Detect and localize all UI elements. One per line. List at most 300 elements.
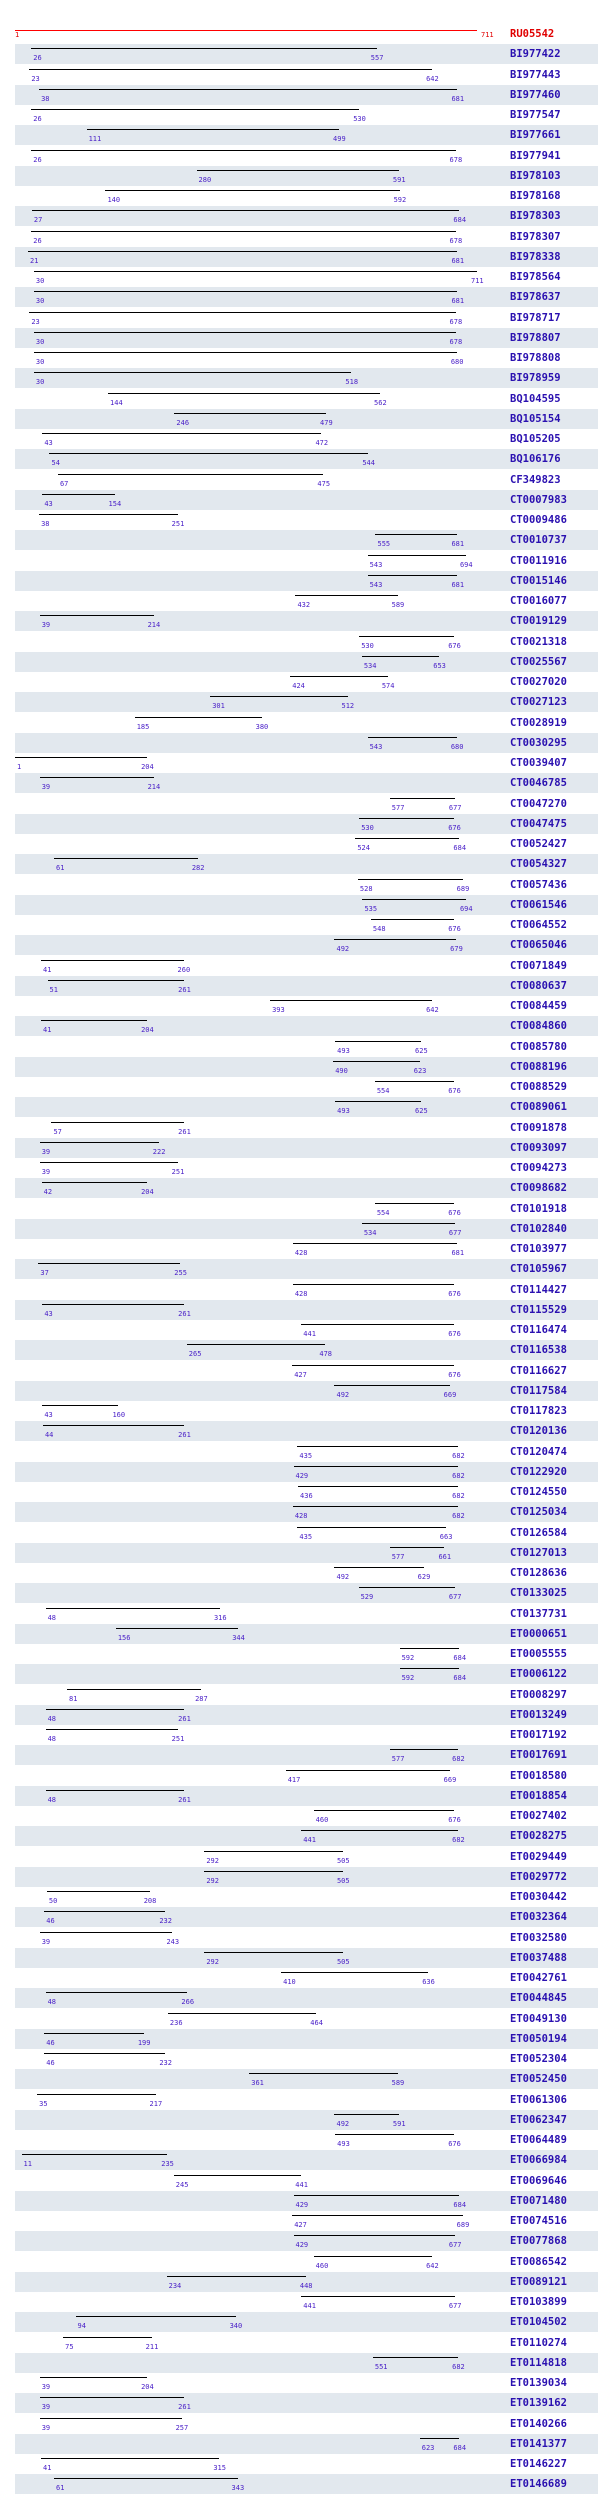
alignment-start: 185 <box>136 722 150 731</box>
reference-start: 1 <box>15 31 20 39</box>
alignment-segment <box>371 919 454 920</box>
alignment-start: 530 <box>361 823 374 832</box>
alignment-row <box>15 2454 598 2474</box>
alignment-row <box>15 2009 598 2029</box>
alignment-id[interactable]: CT0061546 <box>510 898 567 911</box>
alignment-end: 499 <box>333 135 346 144</box>
alignment-segment <box>31 231 455 232</box>
alignment-segment <box>290 676 388 677</box>
alignment-id[interactable]: CT0039407 <box>510 757 567 769</box>
alignment-id[interactable]: CT0120474 <box>510 1445 567 1458</box>
alignment-start: 432 <box>297 601 311 609</box>
alignment-row <box>15 753 598 773</box>
alignment-start: 460 <box>315 2261 329 2270</box>
alignment-start: 429 <box>295 2241 309 2250</box>
alignment-row <box>15 2049 598 2069</box>
alignment-start: 26 <box>33 155 42 164</box>
alignment-end: 261 <box>178 1714 191 1723</box>
alignment-end: 505 <box>336 1876 350 1885</box>
alignment-end: 211 <box>145 2342 159 2351</box>
alignment-id[interactable]: ET0018580 <box>510 1769 567 1782</box>
alignment-id[interactable]: BI977547 <box>510 109 561 121</box>
alignment-row <box>15 1523 598 1543</box>
alignment-id[interactable]: ET0069646 <box>510 2174 567 2187</box>
alignment-segment <box>41 2458 219 2459</box>
alignment-end: 676 <box>448 1289 461 1298</box>
alignment-id[interactable]: BI978564 <box>510 271 561 283</box>
alignment-start: 38 <box>41 520 50 528</box>
alignment-id[interactable]: CT0007983 <box>510 493 567 506</box>
alignment-segment <box>40 2397 184 2398</box>
alignment-id[interactable]: ET0017691 <box>510 1749 567 1762</box>
alignment-id[interactable]: CT0127013 <box>510 1546 567 1559</box>
alignment-id[interactable]: ET0104502 <box>510 2316 567 2329</box>
alignment-start: 441 <box>303 2302 316 2310</box>
alignment-id[interactable]: ET0139162 <box>510 2397 567 2410</box>
alignment-id[interactable]: CT0052427 <box>510 838 567 850</box>
alignment-id[interactable]: CF349823 <box>510 473 561 486</box>
alignment-row <box>15 2272 598 2292</box>
alignment-id[interactable]: ET0114818 <box>510 2356 567 2369</box>
alignment-end: 677 <box>448 1593 462 1602</box>
alignment-id[interactable]: ET0146689 <box>510 2478 567 2491</box>
alignment-segment <box>49 453 368 454</box>
alignment-id[interactable]: BI978307 <box>510 230 561 243</box>
alignment-id[interactable]: ET0103899 <box>510 2296 567 2308</box>
alignment-end: 684 <box>453 844 467 852</box>
alignment-id[interactable]: ET0064489 <box>510 2134 567 2146</box>
alignment-row <box>15 1340 598 1360</box>
alignment-id[interactable]: ET0017192 <box>510 1729 567 1741</box>
alignment-id[interactable]: CT0088196 <box>510 1060 567 1073</box>
alignment-segment <box>116 1628 238 1629</box>
alignment-row <box>15 1826 598 1846</box>
alignment-id[interactable]: ET0008297 <box>510 1688 567 1701</box>
alignment-segment <box>210 696 347 697</box>
alignment-row <box>15 1482 598 1502</box>
alignment-start: 528 <box>359 884 373 893</box>
alignment-row <box>15 1502 598 1522</box>
alignment-id[interactable]: BI977443 <box>510 68 561 81</box>
alignment-segment <box>40 1162 178 1163</box>
alignment-segment <box>187 1344 326 1345</box>
alignment-end: 629 <box>417 1573 431 1581</box>
alignment-end: 642 <box>426 1006 439 1014</box>
alignment-id[interactable]: BI978959 <box>510 372 561 385</box>
alignment-end: 251 <box>171 1168 185 1176</box>
alignment-id[interactable]: ET0061306 <box>510 2093 567 2106</box>
alignment-id[interactable]: ET0029449 <box>510 1850 567 1863</box>
alignment-id[interactable]: CT0124550 <box>510 1486 567 1498</box>
alignment-id[interactable]: ET0028275 <box>510 1830 567 1843</box>
alignment-row <box>15 1604 598 1624</box>
alignment-segment <box>359 1587 455 1588</box>
alignment-start: 280 <box>198 175 212 184</box>
alignment-id[interactable]: BI977661 <box>510 129 561 142</box>
alignment-id[interactable]: CT0019129 <box>510 615 567 628</box>
alignment-start: 265 <box>188 1350 202 1359</box>
alignment-row <box>15 530 598 550</box>
alignment-segment <box>292 1365 454 1366</box>
alignment-id[interactable]: BQ105205 <box>510 433 561 445</box>
alignment-row <box>15 1361 598 1381</box>
alignment-id[interactable]: BI978807 <box>510 331 561 344</box>
alignment-start: 46 <box>46 2038 55 2047</box>
alignment-end: 217 <box>149 2099 163 2108</box>
alignment-segment <box>281 1972 428 1973</box>
alignment-id[interactable]: BI977422 <box>510 48 561 61</box>
alignment-segment <box>44 1911 165 1912</box>
alignment-id[interactable]: ET0049130 <box>510 2012 567 2025</box>
alignment-start: 577 <box>391 803 405 812</box>
alignment-end: 204 <box>141 763 154 771</box>
alignment-end: 682 <box>452 1471 465 1480</box>
alignment-id[interactable]: CT0016077 <box>510 595 567 607</box>
alignment-segment <box>46 1790 185 1791</box>
alignment-id[interactable]: CT0047475 <box>510 817 567 830</box>
alignment-segment <box>63 2337 151 2338</box>
alignment-id[interactable]: CT0114427 <box>510 1283 567 1296</box>
alignment-id[interactable]: ET0042761 <box>510 1972 567 1984</box>
alignment-id[interactable]: CT0091878 <box>510 1121 567 1134</box>
alignment-id[interactable]: ET0139034 <box>510 2377 567 2389</box>
alignment-end: 257 <box>175 2423 189 2432</box>
alignment-id[interactable]: ET0146227 <box>510 2458 567 2470</box>
alignment-id[interactable]: ET0032364 <box>510 1911 567 1924</box>
alignment-id[interactable]: CT0116538 <box>510 1344 567 1357</box>
alignment-id[interactable]: CT0015146 <box>510 574 567 587</box>
alignment-id[interactable]: CT0125034 <box>510 1506 567 1519</box>
alignment-end: 232 <box>159 2059 172 2067</box>
alignment-id[interactable]: ET0030442 <box>510 1891 567 1903</box>
alignment-id[interactable]: CT0133025 <box>510 1587 567 1600</box>
alignment-end: 682 <box>452 1755 465 1764</box>
alignment-id[interactable]: CT0047270 <box>510 797 567 810</box>
alignment-id[interactable]: BI978637 <box>510 291 561 304</box>
alignment-id[interactable]: BI978103 <box>510 169 561 182</box>
alignment-id[interactable]: CT0126584 <box>510 1526 567 1539</box>
alignment-segment <box>375 1081 454 1082</box>
alignment-start: 75 <box>65 2342 74 2351</box>
alignment-row <box>15 328 598 348</box>
alignment-id[interactable]: ET0032580 <box>510 1931 567 1944</box>
alignment-segment <box>174 413 326 414</box>
alignment-end: 251 <box>171 520 185 528</box>
alignment-id[interactable]: CT0137731 <box>510 1607 567 1620</box>
alignment-segment <box>355 838 459 839</box>
alignment-start: 492 <box>336 945 350 954</box>
alignment-segment <box>42 1182 147 1183</box>
alignment-segment <box>390 1749 458 1750</box>
alignment-row <box>15 1118 598 1138</box>
alignment-segment <box>400 1668 460 1669</box>
alignment-id[interactable]: CT0071849 <box>510 959 567 972</box>
alignment-id[interactable]: BQ104595 <box>510 392 561 405</box>
alignment-end: 681 <box>451 540 465 549</box>
alignment-id[interactable]: CT0117584 <box>510 1384 567 1397</box>
alignment-start: 30 <box>35 378 45 387</box>
alignment-end: 653 <box>433 661 446 670</box>
alignment-start: 429 <box>295 2200 309 2209</box>
reference-row <box>15 24 598 44</box>
alignment-segment <box>38 1263 180 1264</box>
alignment-row <box>15 1766 598 1786</box>
alignment-end: 642 <box>426 2261 439 2270</box>
alignment-id[interactable]: CT0027020 <box>510 676 567 688</box>
alignment-row <box>15 247 598 267</box>
alignment-id[interactable]: CT0046785 <box>510 777 567 790</box>
alignment-end: 266 <box>181 1998 195 2007</box>
alignment-row <box>15 2090 598 2110</box>
alignment-id[interactable]: CT0115529 <box>510 1303 567 1316</box>
alignment-row <box>15 854 598 874</box>
alignment-end: 684 <box>453 1674 467 1683</box>
alignment-row <box>15 935 598 955</box>
alignment-id[interactable]: BI978168 <box>510 190 561 202</box>
alignment-id[interactable]: CT0088529 <box>510 1081 567 1093</box>
alignment-row <box>15 429 598 449</box>
alignment-segment <box>40 777 154 778</box>
alignment-end: 199 <box>137 2038 151 2047</box>
alignment-id[interactable]: CT0009486 <box>510 514 567 526</box>
alignment-start: 428 <box>294 1249 308 1257</box>
alignment-end: 682 <box>452 1836 465 1845</box>
alignment-start: 524 <box>357 844 370 852</box>
alignment-id[interactable]: BQ106176 <box>510 453 561 466</box>
alignment-start: 410 <box>283 1978 296 1986</box>
alignment-id[interactable]: ET0029772 <box>510 1870 567 1883</box>
alignment-id[interactable]: ET0077868 <box>510 2235 567 2248</box>
alignment-row <box>15 510 598 530</box>
alignment-id[interactable]: CT0122920 <box>510 1465 567 1478</box>
alignment-row <box>15 1928 598 1948</box>
alignment-id[interactable]: ET0086542 <box>510 2255 567 2268</box>
alignment-end: 682 <box>452 1451 465 1460</box>
alignment-id[interactable]: CT0054327 <box>510 858 567 871</box>
alignment-id[interactable]: CT0080637 <box>510 979 567 992</box>
alignment-segment <box>368 555 466 556</box>
alignment-start: 492 <box>336 1573 350 1581</box>
alignment-id[interactable]: ET0044845 <box>510 1992 567 2005</box>
alignment-end: 677 <box>448 2302 462 2310</box>
alignment-start: 236 <box>169 2018 183 2027</box>
alignment-segment <box>48 980 185 981</box>
alignment-id[interactable]: CT0105967 <box>510 1263 567 1276</box>
alignment-segment <box>375 1203 454 1204</box>
alignment-end: 642 <box>426 74 439 83</box>
alignment-end: 261 <box>178 1795 191 1804</box>
alignment-start: 61 <box>56 864 65 873</box>
alignment-start: 234 <box>168 2281 182 2290</box>
alignment-id[interactable]: CT0065046 <box>510 939 567 952</box>
alignment-end: 472 <box>315 439 329 447</box>
alignment-end: 544 <box>362 459 375 468</box>
alignment-id[interactable]: CT0098682 <box>510 1182 567 1195</box>
alignment-end: 676 <box>448 2140 461 2148</box>
alignment-row <box>15 2069 598 2089</box>
alignment-id[interactable]: ET0005555 <box>510 1648 567 1660</box>
alignment-id[interactable]: ET0141377 <box>510 2437 567 2450</box>
alignment-id[interactable]: CT0103977 <box>510 1243 567 1255</box>
alignment-segment <box>359 636 454 637</box>
alignment-row <box>15 1401 598 1421</box>
alignment-segment <box>293 1284 454 1285</box>
alignment-id[interactable]: CT0010737 <box>510 534 567 547</box>
alignment-end: 684 <box>453 2200 467 2209</box>
alignment-segment <box>42 433 321 434</box>
alignment-segment <box>76 2316 236 2317</box>
alignment-segment <box>108 393 380 394</box>
alignment-segment <box>400 1648 460 1649</box>
alignment-segment <box>41 1020 147 1021</box>
alignment-id[interactable]: CT0064552 <box>510 919 567 931</box>
alignment-end: 261 <box>178 2403 191 2412</box>
alignment-end: 464 <box>310 2018 323 2027</box>
alignment-start: 427 <box>294 1370 307 1379</box>
alignment-id[interactable]: ET0066984 <box>510 2154 567 2167</box>
alignment-id[interactable]: ET0071480 <box>510 2194 567 2207</box>
alignment-id[interactable]: CT0116627 <box>510 1364 567 1377</box>
alignment-id[interactable]: CT0089061 <box>510 1101 567 1114</box>
alignment-id[interactable]: ET0037488 <box>510 1951 567 1964</box>
alignment-row <box>15 2252 598 2272</box>
alignment-id[interactable]: CT0094273 <box>510 1162 567 1174</box>
alignment-id[interactable]: BI977460 <box>510 88 561 101</box>
alignment-row <box>15 956 598 976</box>
alignment-row <box>15 206 598 226</box>
alignment-id[interactable]: ET0013249 <box>510 1708 567 1721</box>
alignment-row <box>15 1968 598 1988</box>
alignment-start: 543 <box>369 742 383 751</box>
alignment-start: 27 <box>33 216 43 225</box>
alignment-id[interactable]: CT0011916 <box>510 554 567 567</box>
alignment-id[interactable]: BI978338 <box>510 250 561 263</box>
alignment-start: 441 <box>303 1836 316 1845</box>
alignment-id[interactable]: ET0027402 <box>510 1810 567 1822</box>
alignment-row <box>15 146 598 166</box>
alignment-id[interactable]: CT0116474 <box>510 1324 567 1336</box>
alignment-id[interactable]: ET0140266 <box>510 2417 567 2430</box>
alignment-id[interactable]: CT0027123 <box>510 696 567 709</box>
alignment-id[interactable]: ET0000651 <box>510 1627 567 1640</box>
alignment-segment <box>368 575 458 576</box>
alignment-id[interactable]: CT0093097 <box>510 1141 567 1154</box>
alignment-id[interactable]: CT0057436 <box>510 878 567 891</box>
alignment-end: 343 <box>231 2484 245 2493</box>
alignment-row <box>15 125 598 145</box>
alignment-id[interactable]: CT0102840 <box>510 1222 567 1235</box>
alignment-segment <box>295 595 397 596</box>
alignment-start: 61 <box>56 2484 65 2493</box>
alignment-segment <box>42 1304 184 1305</box>
alignment-row <box>15 591 598 611</box>
alignment-row <box>15 44 598 64</box>
alignment-segment <box>334 2114 398 2115</box>
alignment-start: 1 <box>17 763 22 771</box>
alignment-row <box>15 2312 598 2332</box>
alignment-id[interactable]: CT0028919 <box>510 716 567 729</box>
alignment-id[interactable]: BI978303 <box>510 210 561 223</box>
alignment-id[interactable]: CT0030295 <box>510 736 567 749</box>
alignment-start: 57 <box>53 1127 62 1136</box>
alignment-end: 681 <box>451 256 465 265</box>
alignment-row <box>15 1685 598 1705</box>
alignment-start: 39 <box>41 783 51 792</box>
alignment-id[interactable]: ET0074516 <box>510 2215 567 2227</box>
alignment-start: 30 <box>35 297 45 306</box>
alignment-id[interactable]: ET0050194 <box>510 2032 567 2045</box>
alignment-row <box>15 1563 598 1583</box>
alignment-id[interactable]: CT0117823 <box>510 1405 567 1417</box>
alignment-row <box>15 551 598 571</box>
alignment-id[interactable]: CT0025567 <box>510 655 567 668</box>
alignment-segment <box>105 190 399 191</box>
alignment-start: 493 <box>337 1107 350 1116</box>
alignment-segment <box>359 818 454 819</box>
alignment-id[interactable]: CT0084459 <box>510 1000 567 1012</box>
alignment-end: 316 <box>213 1613 227 1622</box>
alignment-end: 679 <box>450 945 463 954</box>
alignment-end: 243 <box>166 1937 180 1946</box>
alignment-segment <box>46 1729 178 1730</box>
alignment-id[interactable]: ET0052304 <box>510 2053 567 2065</box>
alignment-id[interactable]: CT0085780 <box>510 1040 567 1053</box>
alignment-start: 94 <box>77 2322 86 2331</box>
alignment-row <box>15 1016 598 1036</box>
alignment-segment <box>22 2154 168 2155</box>
alignment-start: 50 <box>48 1897 58 1905</box>
alignment-id[interactable]: ET0062347 <box>510 2113 567 2126</box>
alignment-id[interactable]: BI978808 <box>510 352 561 364</box>
alignment-row <box>15 1320 598 1340</box>
alignment-id[interactable]: BI977941 <box>510 149 561 162</box>
reference-id[interactable]: RU05542 <box>510 28 555 40</box>
alignment-row <box>15 1988 598 2008</box>
alignment-id[interactable]: CT0101918 <box>510 1202 567 1215</box>
alignment-start: 156 <box>117 1633 131 1642</box>
alignment-id[interactable]: CT0021318 <box>510 635 567 648</box>
alignment-row <box>15 2434 598 2454</box>
alignment-segment <box>314 2256 432 2257</box>
alignment-end: 682 <box>452 1492 465 1500</box>
alignment-segment <box>34 352 457 353</box>
alignment-id[interactable]: CT0084860 <box>510 1020 567 1033</box>
alignment-start: 554 <box>376 1208 390 1217</box>
alignment-id[interactable]: ET0018854 <box>510 1789 567 1802</box>
alignment-row <box>15 1219 598 1239</box>
alignment-start: 26 <box>33 115 42 123</box>
alignment-id[interactable]: BI978717 <box>510 311 561 324</box>
alignment-start: 534 <box>363 661 377 670</box>
alignment-end: 669 <box>443 1775 457 1784</box>
alignment-id[interactable]: CT0120136 <box>510 1425 567 1438</box>
alignment-id[interactable]: CT0128636 <box>510 1567 567 1579</box>
alignment-start: 48 <box>47 1613 57 1622</box>
alignment-segment <box>37 2094 155 2095</box>
alignment-segment <box>204 1952 343 1953</box>
alignment-segment <box>293 1243 458 1244</box>
alignment-row <box>15 2333 598 2353</box>
alignment-start: 39 <box>41 621 51 630</box>
alignment-id[interactable]: BQ105154 <box>510 412 561 425</box>
alignment-start: 39 <box>41 1168 51 1176</box>
alignment-id[interactable]: ET0110274 <box>510 2336 567 2349</box>
alignment-segment <box>294 2235 455 2236</box>
alignment-end: 261 <box>178 1127 191 1136</box>
alignment-id[interactable]: ET0006122 <box>510 1668 567 1681</box>
alignment-id[interactable]: ET0089121 <box>510 2275 567 2288</box>
alignment-id[interactable]: ET0052450 <box>510 2073 567 2086</box>
